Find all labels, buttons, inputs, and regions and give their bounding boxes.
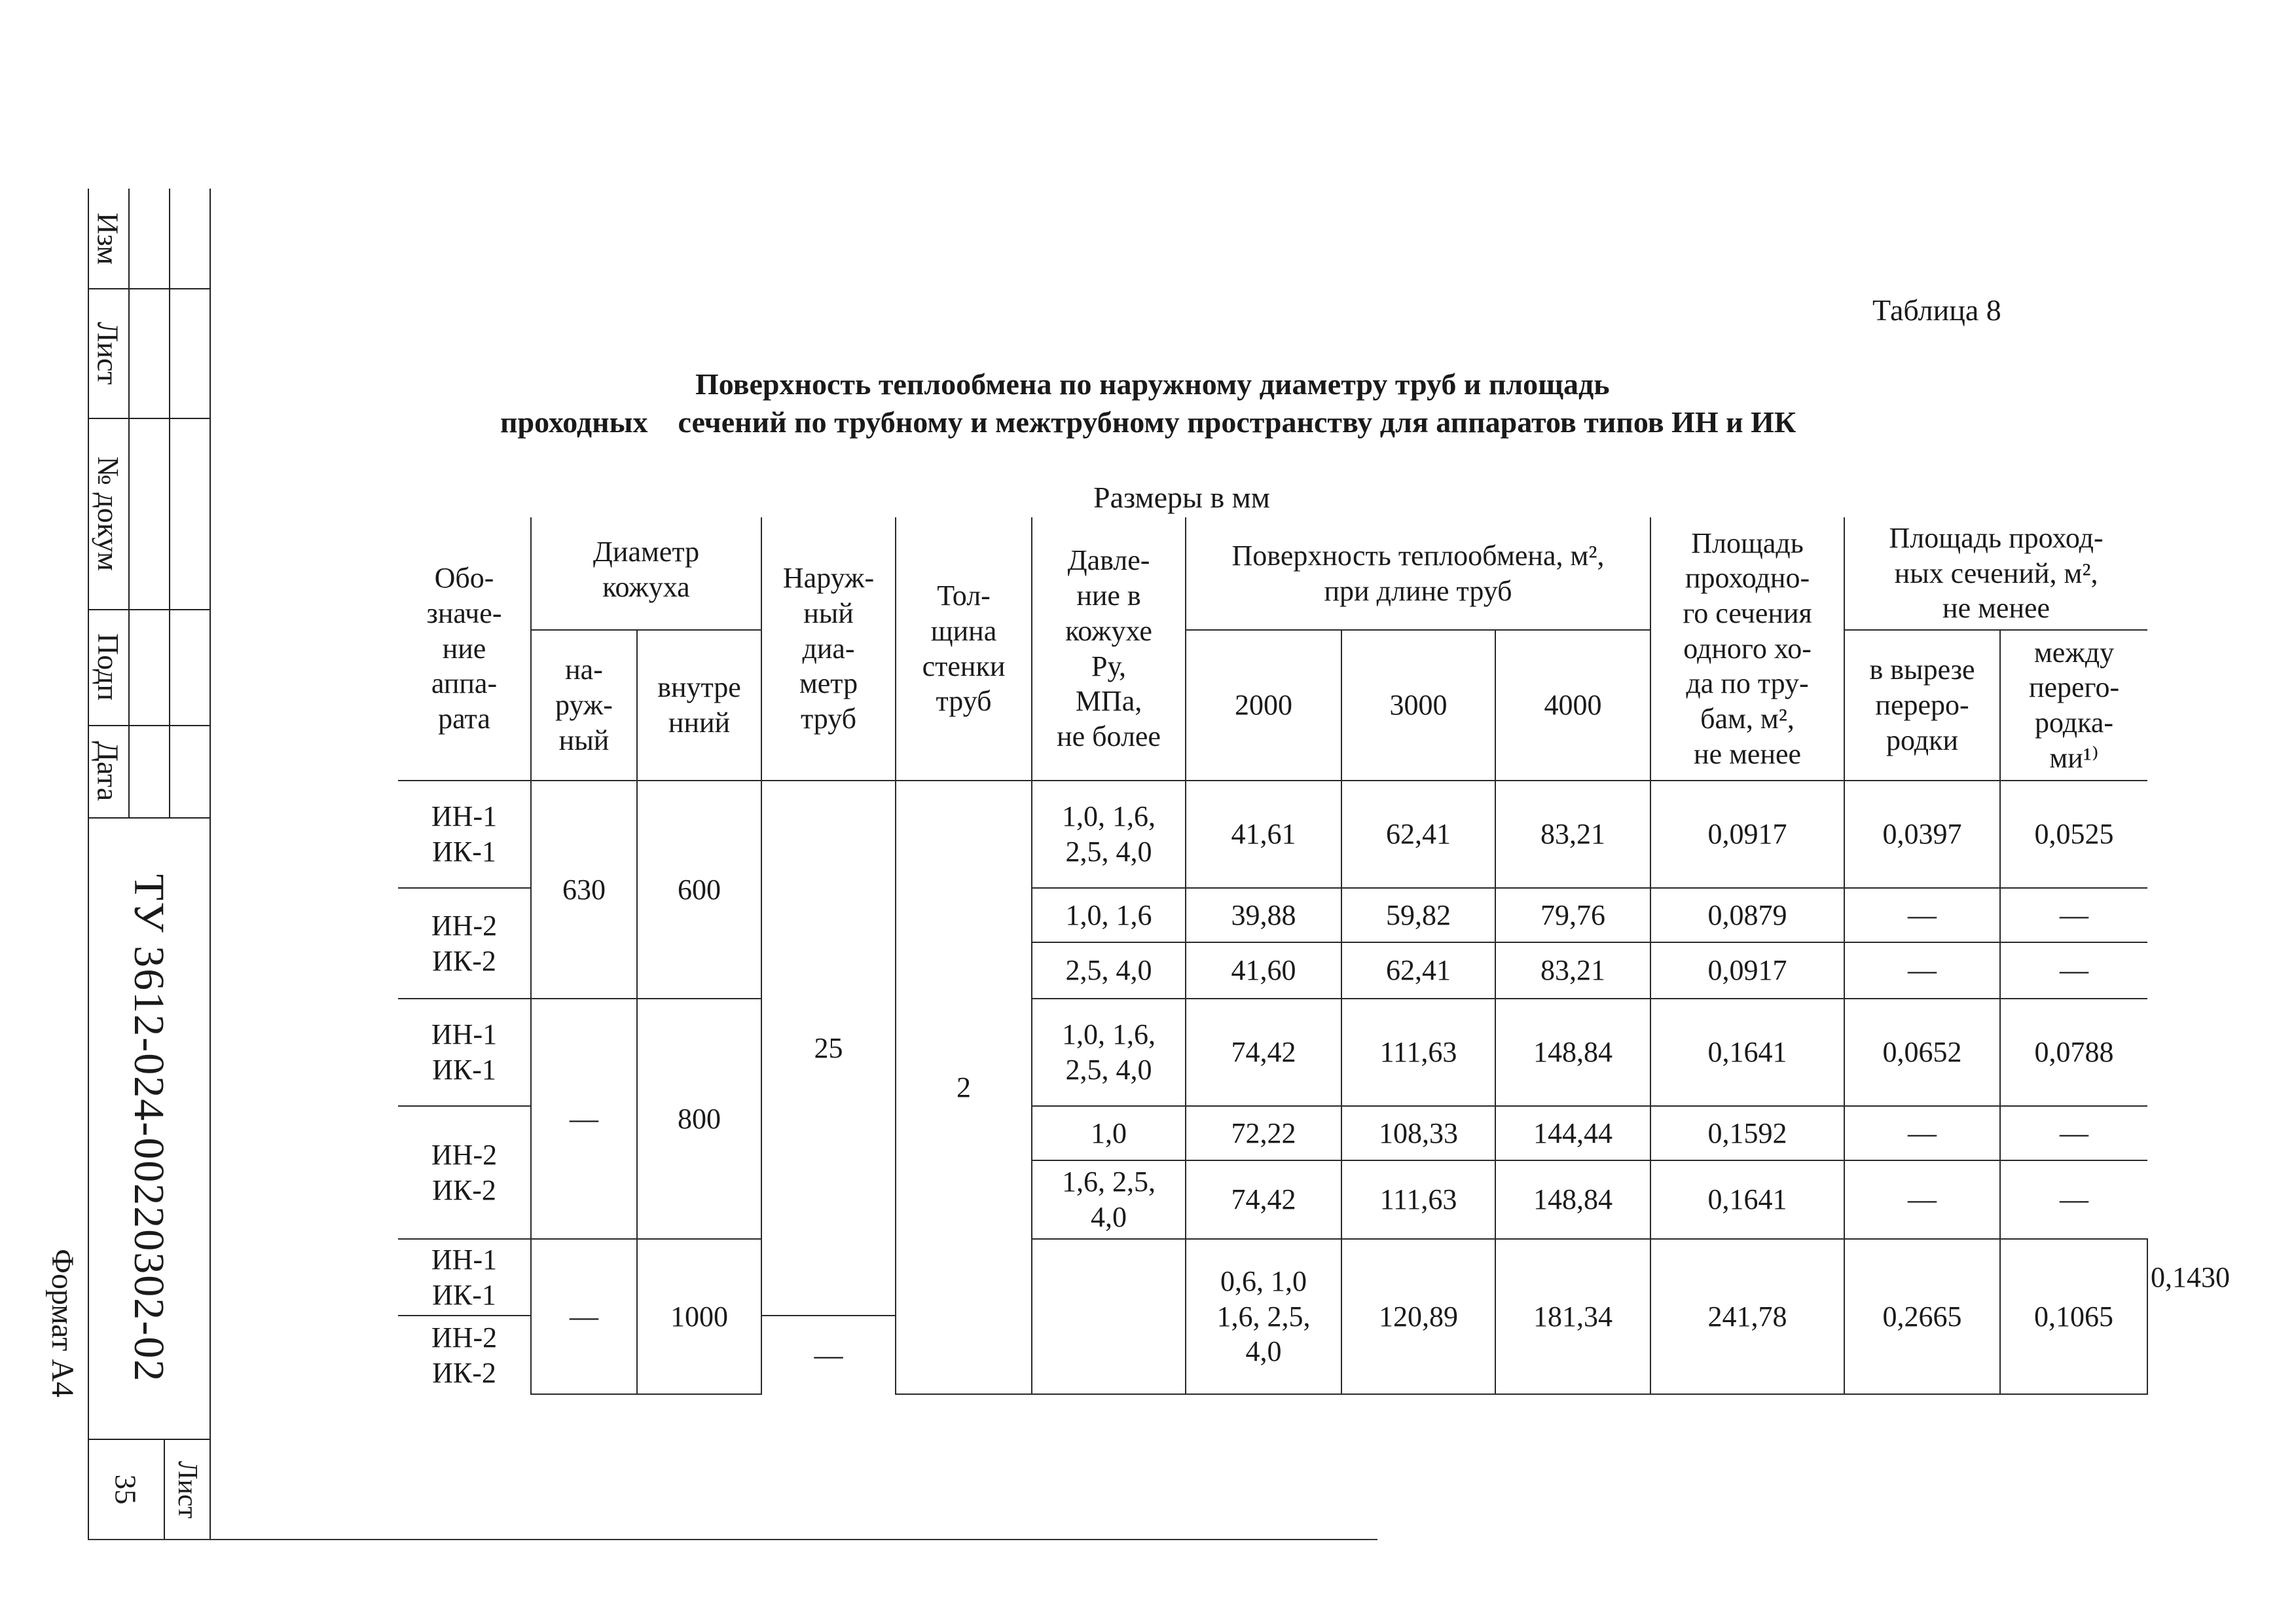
header-wall-thickness: Тол- щина стенки труб xyxy=(896,517,1032,781)
surface-2000-value: 39,88 xyxy=(1186,888,1341,942)
header-surface: Поверхность теплообмена, м², при длине труб xyxy=(1186,517,1650,630)
stamp-frame-line xyxy=(169,189,170,817)
stamp-frame-line xyxy=(210,189,211,1539)
surface-3000-value: 111,63 xyxy=(1341,1160,1495,1239)
pressure-value: 1,0, 1,6, 2,5, 4,0 xyxy=(1032,781,1186,888)
between-value: — xyxy=(761,1316,896,1394)
header-shell-inner: внутре нний xyxy=(637,630,761,781)
between-value: 0,0788 xyxy=(2000,999,2147,1106)
surface-3000-value: 62,41 xyxy=(1341,781,1495,888)
surface-2000-value: 41,61 xyxy=(1186,781,1341,888)
tube-pass-value: 0,1641 xyxy=(1650,1160,1844,1239)
pressure-value: 2,5, 4,0 xyxy=(1032,942,1186,999)
surface-3000-value: 59,82 xyxy=(1341,888,1495,942)
cut-value: — xyxy=(1844,942,2000,999)
bottom-frame-line xyxy=(88,1539,1377,1540)
surface-2000-value: 74,42 xyxy=(1186,999,1341,1106)
header-tube-pass-area: Площадь проходно- го сечения одного хо- да по тру- бам, м², не менее xyxy=(1650,517,1844,781)
header-length-3000: 3000 xyxy=(1341,630,1495,781)
header-pressure: Давле- ние в кожухе Pу, МПа, не более xyxy=(1032,517,1186,781)
stamp-podp-cell xyxy=(88,609,128,725)
stamp-list-label: Лист xyxy=(91,321,125,385)
cut-value: — xyxy=(1844,888,2000,942)
header-designation: Обо- значе- ние аппа- рата xyxy=(398,517,531,781)
row-designation: ИН-1 ИК-1 xyxy=(398,999,531,1106)
surface-2000-value: 72,22 xyxy=(1186,1106,1341,1160)
header-shell-diameter: Диаметр кожуха xyxy=(531,517,761,630)
surface-4000-value: 83,21 xyxy=(1495,942,1650,999)
tube-pass-value: 0,1592 xyxy=(1650,1106,1844,1160)
header-in-partition-cut: в вырезе переро- родки xyxy=(1844,630,2000,781)
tube-pass-value: 0,0879 xyxy=(1650,888,1844,942)
cut-value: 0,0652 xyxy=(1844,999,2000,1106)
stamp-data-cell xyxy=(88,725,128,817)
tube-pass-value: 0,2665 xyxy=(1844,1239,2000,1394)
sheet-label-cell xyxy=(165,1440,210,1539)
stamp-data-label: Дата xyxy=(91,741,125,802)
tube-outer-value-cont xyxy=(1032,1239,1186,1394)
surface-4000-value: 148,84 xyxy=(1495,1160,1650,1239)
table-row xyxy=(398,781,2147,888)
stamp-no-dokum-cell xyxy=(88,418,128,609)
stamp-frame-line xyxy=(128,189,130,817)
wall-value: 2 xyxy=(896,781,1032,1394)
sheet-label: Лист xyxy=(172,1460,202,1519)
row-designation: ИН-2 ИК-2 xyxy=(398,888,531,999)
header-shell-outer: на- руж- ный xyxy=(531,630,637,781)
surface-4000-value: 79,76 xyxy=(1495,888,1650,942)
pressure-value: 1,0, 1,6 xyxy=(1032,888,1186,942)
stamp-izm-cell xyxy=(88,189,128,288)
cut-value: 0,0397 xyxy=(1844,781,2000,888)
sizes-note: Размеры в мм xyxy=(1093,481,1270,514)
table-title-line1: Поверхность теплообмена по наружному диаметру труб и площадь xyxy=(695,367,1610,401)
surface-4000-value: 148,84 xyxy=(1495,999,1650,1106)
sheet-number-cell xyxy=(88,1440,164,1539)
table-row: ИН-1 ИК-1 — 1000 0,6, 1,0 1,6, 2,5, 4,0 120,89 181,34 241,78 0,2665 0,1065 0,1430 xyxy=(398,1239,2147,1316)
surface-2000-value: 41,60 xyxy=(1186,942,1341,999)
table-number: Таблица 8 xyxy=(1872,293,2001,327)
surface-4000-value: 83,21 xyxy=(1495,781,1650,888)
surface-3000-value: 111,63 xyxy=(1341,999,1495,1106)
shell-inner-value: 1000 xyxy=(637,1239,761,1394)
header-length-4000: 4000 xyxy=(1495,630,1650,781)
surface-2000-value: 120,89 xyxy=(1341,1239,1495,1394)
between-value: — xyxy=(2000,1106,2147,1160)
stamp-izm-label: Изм xyxy=(91,212,125,265)
stamp-no-dokum-label: № докум xyxy=(91,456,125,571)
document-number: ТУ 3612-024-00220302-02 xyxy=(125,874,173,1382)
cut-value: — xyxy=(1844,1106,2000,1160)
document-number-cell xyxy=(88,817,210,1439)
between-value: — xyxy=(2000,1160,2147,1239)
format-cell xyxy=(39,1218,85,1428)
tube-pass-value: 0,0917 xyxy=(1650,781,1844,888)
table-title-line2: проходных сечений по трубному и межтрубному пространству для аппаратов типов ИН и ИК xyxy=(500,405,1796,439)
pressure-value: 1,6, 2,5, 4,0 xyxy=(1032,1160,1186,1239)
surface-4000-value: 241,78 xyxy=(1650,1239,1844,1394)
shell-inner-value: 600 xyxy=(637,781,761,999)
row-designation: ИН-1 ИК-1 xyxy=(398,781,531,888)
tube-outer-value: 25 xyxy=(761,781,896,1316)
row-designation: ИН-2 ИК-2 xyxy=(398,1106,531,1239)
between-value: — xyxy=(2000,888,2147,942)
specification-table xyxy=(398,517,2231,1395)
between-value: — xyxy=(2000,942,2147,999)
surface-3000-value: 108,33 xyxy=(1341,1106,1495,1160)
pressure-value: 1,0, 1,6, 2,5, 4,0 xyxy=(1032,999,1186,1106)
header-tube-outer-diameter: Наруж- ный диа- метр труб xyxy=(761,517,896,781)
between-value: 0,0525 xyxy=(2000,781,2147,888)
pressure-value: 1,0 xyxy=(1032,1106,1186,1160)
cut-value: 0,1065 xyxy=(2000,1239,2147,1394)
header-shell-pass-area: Площадь проход- ных сечений, м², не менее xyxy=(1844,517,2147,630)
surface-3000-value: 181,34 xyxy=(1495,1239,1650,1394)
shell-outer-value: 630 xyxy=(531,781,637,999)
cut-value: — xyxy=(1844,1160,2000,1239)
header-length-2000: 2000 xyxy=(1186,630,1341,781)
row-designation: ИН-2 ИК-2 xyxy=(398,1316,531,1394)
shell-outer-value: — xyxy=(531,1239,637,1394)
surface-2000-value: 74,42 xyxy=(1186,1160,1341,1239)
surface-4000-value: 144,44 xyxy=(1495,1106,1650,1160)
header-between-partitions: между перего- родка- ми¹⁾ xyxy=(2000,630,2147,781)
stamp-list-cell xyxy=(88,288,128,418)
row-designation: ИН-1 ИК-1 xyxy=(398,1239,531,1316)
sheet-number: 35 xyxy=(109,1474,143,1505)
pressure-value: 0,6, 1,0 1,6, 2,5, 4,0 xyxy=(1186,1239,1341,1394)
tube-pass-value: 0,0917 xyxy=(1650,942,1844,999)
shell-inner-value: 800 xyxy=(637,999,761,1239)
stamp-podp-label: Подп xyxy=(91,633,125,701)
shell-outer-value: — xyxy=(531,999,637,1239)
table-row xyxy=(398,999,2147,1106)
format-label: Формат А4 xyxy=(45,1248,80,1397)
tube-pass-value: 0,1641 xyxy=(1650,999,1844,1106)
surface-3000-value: 62,41 xyxy=(1341,942,1495,999)
